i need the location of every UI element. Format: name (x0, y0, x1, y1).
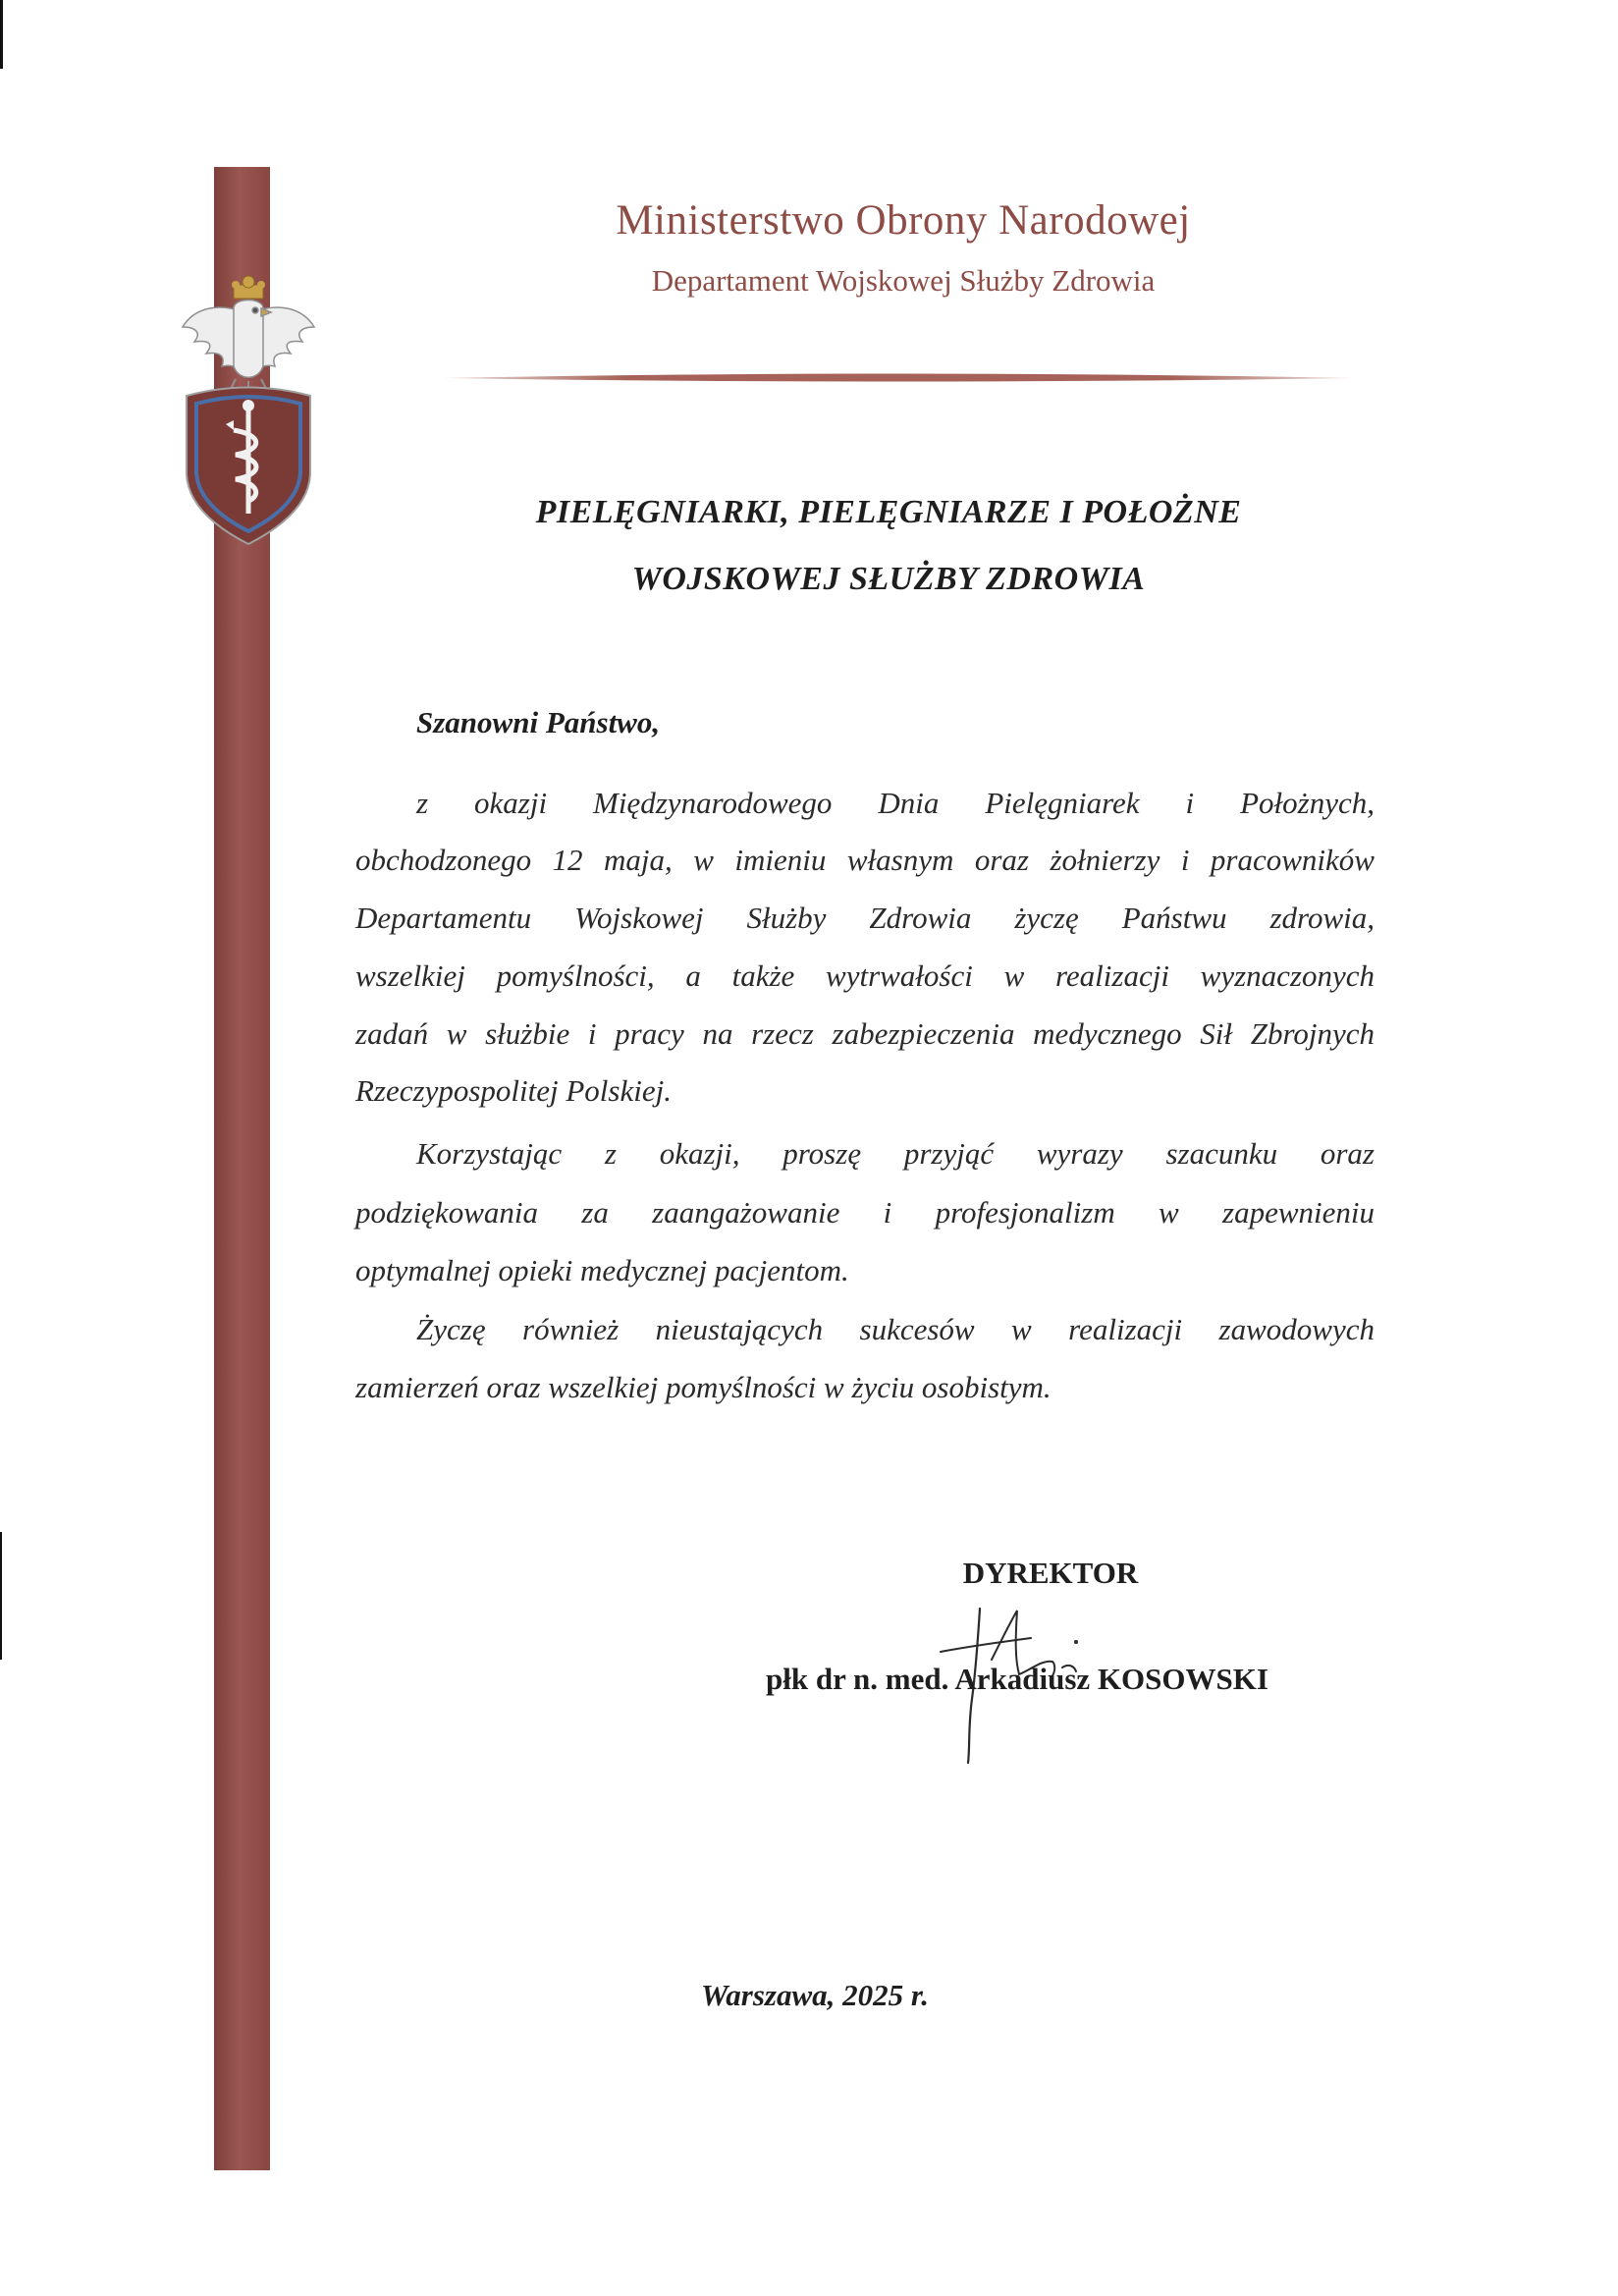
place-and-date: Warszawa, 2025 r. (701, 1978, 929, 2012)
paragraph-1-line: zadań w służbie i pracy na rzecz zabezpieczenia medycznego Sił Zbrojnych (355, 1016, 1375, 1051)
letter-heading-line-1: PIELĘGNIARKI, PIELĘGNIARZE I POŁOŻNE (535, 494, 1242, 530)
paragraph-2-line: optymalnej opieki medycznej pacjentom. (355, 1253, 849, 1287)
paragraph-1-line: z okazji Międzynarodowego Dnia Pielęgniarek i Położnych, (416, 786, 1375, 820)
scan-edge-mark-middle (0, 1532, 2, 1660)
paragraph-2-line: podziękowania za zaangażowanie i profesjonalizm w zapewnieniu (355, 1195, 1375, 1230)
signatory-name: płk dr n. med. Arkadiusz KOSOWSKI (766, 1662, 1268, 1696)
crown-icon (232, 276, 265, 299)
eagle-icon (183, 301, 314, 396)
shield-icon (187, 388, 310, 545)
salutation: Szanowni Państwo, (416, 705, 661, 739)
paragraph-1-line: obchodzonego 12 maja, w imieniu własnym oraz żołnierzy i pracowników (355, 843, 1375, 877)
paragraph-1-line: wszelkiej pomyślności, a także wytrwałości w realizacji wyznaczonych (355, 958, 1375, 993)
department-name: Departament Wojskowej Służby Zdrowia (651, 263, 1156, 298)
letter-heading-line-2: WOJSKOWEJ SŁUŻBY ZDROWIA (631, 561, 1146, 597)
header-divider (442, 371, 1355, 385)
ministry-name: Ministerstwo Obrony Narodowej (616, 197, 1191, 244)
signatory-title: DYREKTOR (962, 1556, 1139, 1590)
paragraph-3-line: Życzę również nieustających sukcesów w realizacji zawodowych (416, 1312, 1375, 1346)
paragraph-2-line: Korzystając z okazji, proszę przyjąć wyrazy szacunku oraz (416, 1136, 1375, 1171)
paragraph-1-line: Departamentu Wojskowej Służby Zdrowia życzę Państwu zdrowia, (355, 901, 1375, 935)
paragraph-3-line: zamierzeń oraz wszelkiej pomyślności w życiu osobistym. (355, 1370, 1052, 1404)
eagle-shield-emblem-icon (165, 273, 332, 550)
paragraph-1-line: Rzeczypospolitej Polskiej. (355, 1073, 672, 1108)
scan-edge-mark-top (0, 0, 3, 69)
